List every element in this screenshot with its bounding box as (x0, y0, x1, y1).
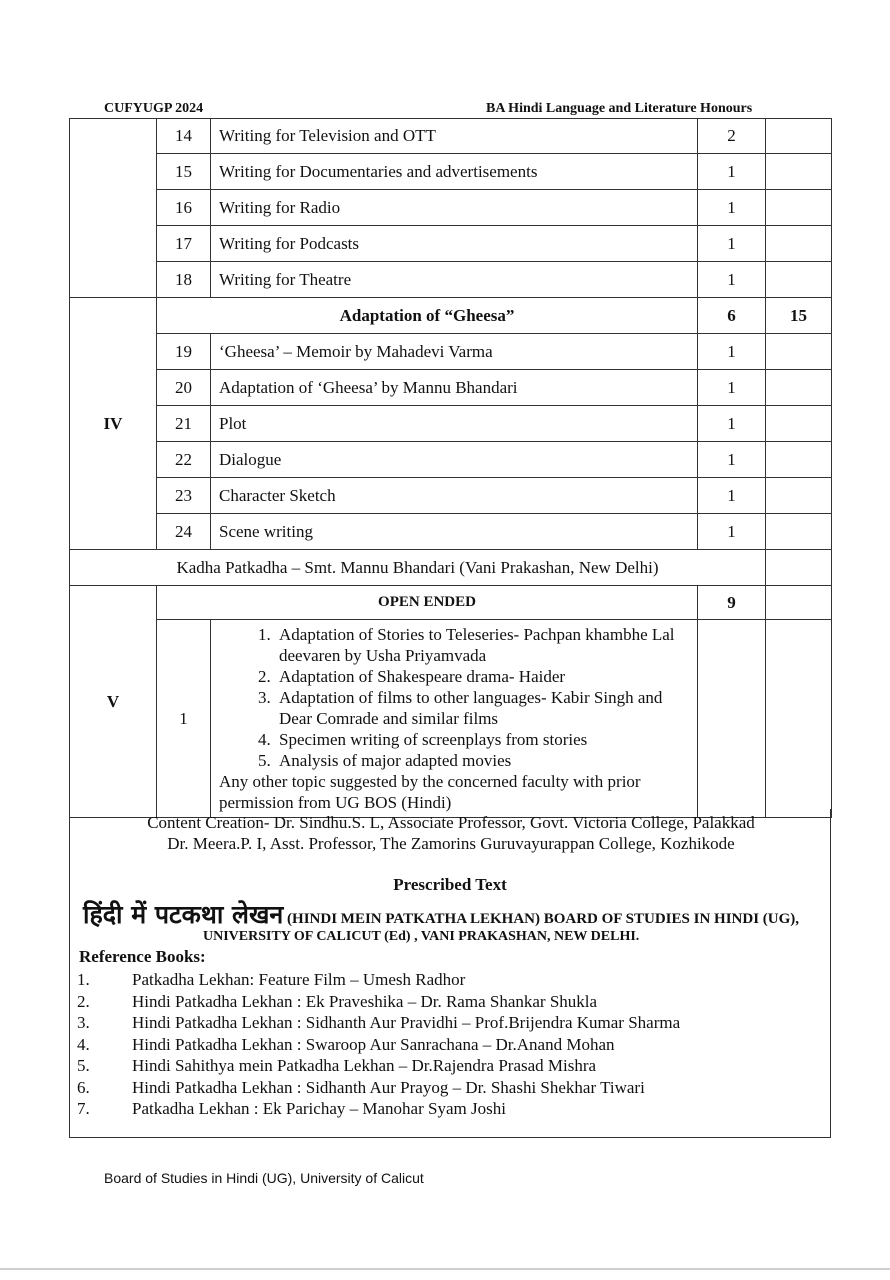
list-item: 6. Hindi Patkadha Lekhan : Sidhanth Aur Prayog – Dr. Shashi Shekhar Tiwari (77, 1077, 645, 1097)
row-hours: 1 (698, 478, 766, 514)
content-credit-2: Dr. Meera.P. I, Asst. Professor, The Zamorins Guruvayurappan College, Kozhikode (167, 834, 735, 853)
row-topic: Character Sketch (211, 478, 698, 514)
row-topic: Writing for Television and OTT (211, 119, 698, 154)
row-number: 23 (157, 478, 211, 514)
prescribed-text-line (83, 897, 843, 931)
list-item: 1. Patkadha Lekhan: Feature Film – Umesh Radhor (77, 970, 466, 989)
reference-list (77, 969, 680, 1120)
reference-books-title: Reference Books: (79, 947, 206, 966)
row-number: 16 (157, 190, 211, 226)
header-left: CUFYUGP 2024 (104, 101, 204, 116)
row-topic: Plot (211, 406, 698, 442)
row-topic: Dialogue (211, 442, 698, 478)
page-footer: Board of Studies in Hindi (UG), University of Calicut (104, 1170, 424, 1186)
open-ended-note: Any other topic suggested by the concerned faculty with prior permission from UG BOS (Hindi) (219, 772, 641, 812)
row-number: 1 (157, 620, 211, 818)
list-item: 3. Hindi Patkadha Lekhan : Sidhanth Aur Pravidhi – Prof.Brijendra Kumar Sharma (77, 1013, 681, 1032)
unit-hours: 6 (698, 298, 766, 334)
row-number: 19 (157, 334, 211, 370)
row-hours: 1 (698, 406, 766, 442)
list-item: 4. Hindi Patkadha Lekhan : Swaroop Aur Sanrachana – Dr.Anand Mohan (77, 1034, 615, 1054)
list-item: 5. Analysis of major adapted movies (275, 750, 691, 771)
row-number: 14 (157, 119, 211, 154)
row-hours: 1 (698, 370, 766, 406)
unit-label: V (70, 586, 157, 818)
list-item: 3. Adaptation of films to other languages- Kabir Singh and Dear Comrade and similar films (275, 687, 691, 729)
unit-title: OPEN ENDED (157, 586, 698, 620)
row-hours: 1 (698, 262, 766, 298)
prescribed-text-detail: (HINDI MEIN PATKATHA LEKHAN) BOARD OF STUDIES IN HINDI (UG), (287, 911, 800, 927)
list-item: 7. Patkadha Lekhan : Ek Parichay – Manohar Syam Joshi (77, 1099, 506, 1118)
row-topic: Writing for Theatre (211, 262, 698, 298)
unit-marks: 15 (766, 298, 832, 334)
row-hours: 2 (698, 119, 766, 154)
row-topic: Adaptation of ‘Gheesa’ by Mannu Bhandari (211, 370, 698, 406)
unit-title: Adaptation of “Gheesa” (157, 298, 698, 334)
row-topic: ‘Gheesa’ – Memoir by Mahadevi Varma (211, 334, 698, 370)
row-hours: 1 (698, 154, 766, 190)
row-number: 15 (157, 154, 211, 190)
hindi-book-title: हिंदी में पटकथा लेखन (83, 900, 284, 929)
row-number: 18 (157, 262, 211, 298)
unit-label: IV (70, 298, 157, 550)
row-hours: 1 (698, 190, 766, 226)
row-hours: 1 (698, 226, 766, 262)
header-right: BA Hindi Language and Literature Honours (486, 101, 753, 116)
page-divider (0, 1268, 890, 1270)
text-reference: Kadha Patkadha – Smt. Mannu Bhandari (Vani Prakashan, New Delhi) (70, 550, 766, 586)
row-number: 17 (157, 226, 211, 262)
row-number: 22 (157, 442, 211, 478)
row-topic: Writing for Documentaries and advertisements (211, 154, 698, 190)
prescribed-text-title: Prescribed Text (393, 875, 507, 894)
row-hours: 1 (698, 334, 766, 370)
row-number: 24 (157, 514, 211, 550)
list-item: 4. Specimen writing of screenplays from stories (275, 729, 691, 750)
row-number: 21 (157, 406, 211, 442)
prescribed-text-publisher: UNIVERSITY OF CALICUT (Ed) , VANI PRAKASHAN, NEW DELHI. (203, 929, 640, 944)
content-credit-1: Content Creation- Dr. Sindhu.S. L, Associate Professor, Govt. Victoria College, Palakkad (147, 813, 755, 832)
row-topic: Writing for Podcasts (211, 226, 698, 262)
row-number: 20 (157, 370, 211, 406)
row-hours: 1 (698, 442, 766, 478)
row-topic: Scene writing (211, 514, 698, 550)
row-topic: Writing for Radio (211, 190, 698, 226)
list-item: 2. Hindi Patkadha Lekhan : Ek Praveshika – Dr. Rama Shankar Shukla (77, 991, 598, 1011)
list-item: 5. Hindi Sahithya mein Patkadha Lekhan – Dr.Rajendra Prasad Mishra (77, 1056, 597, 1075)
unit-hours: 9 (698, 586, 766, 620)
row-hours: 1 (698, 514, 766, 550)
list-item: 1. Adaptation of Stories to Teleseries- Pachpan khambhe Lal deevaren by Usha Priyamvada (275, 624, 691, 666)
list-item: 2. Adaptation of Shakespeare drama- Haider (275, 666, 691, 687)
